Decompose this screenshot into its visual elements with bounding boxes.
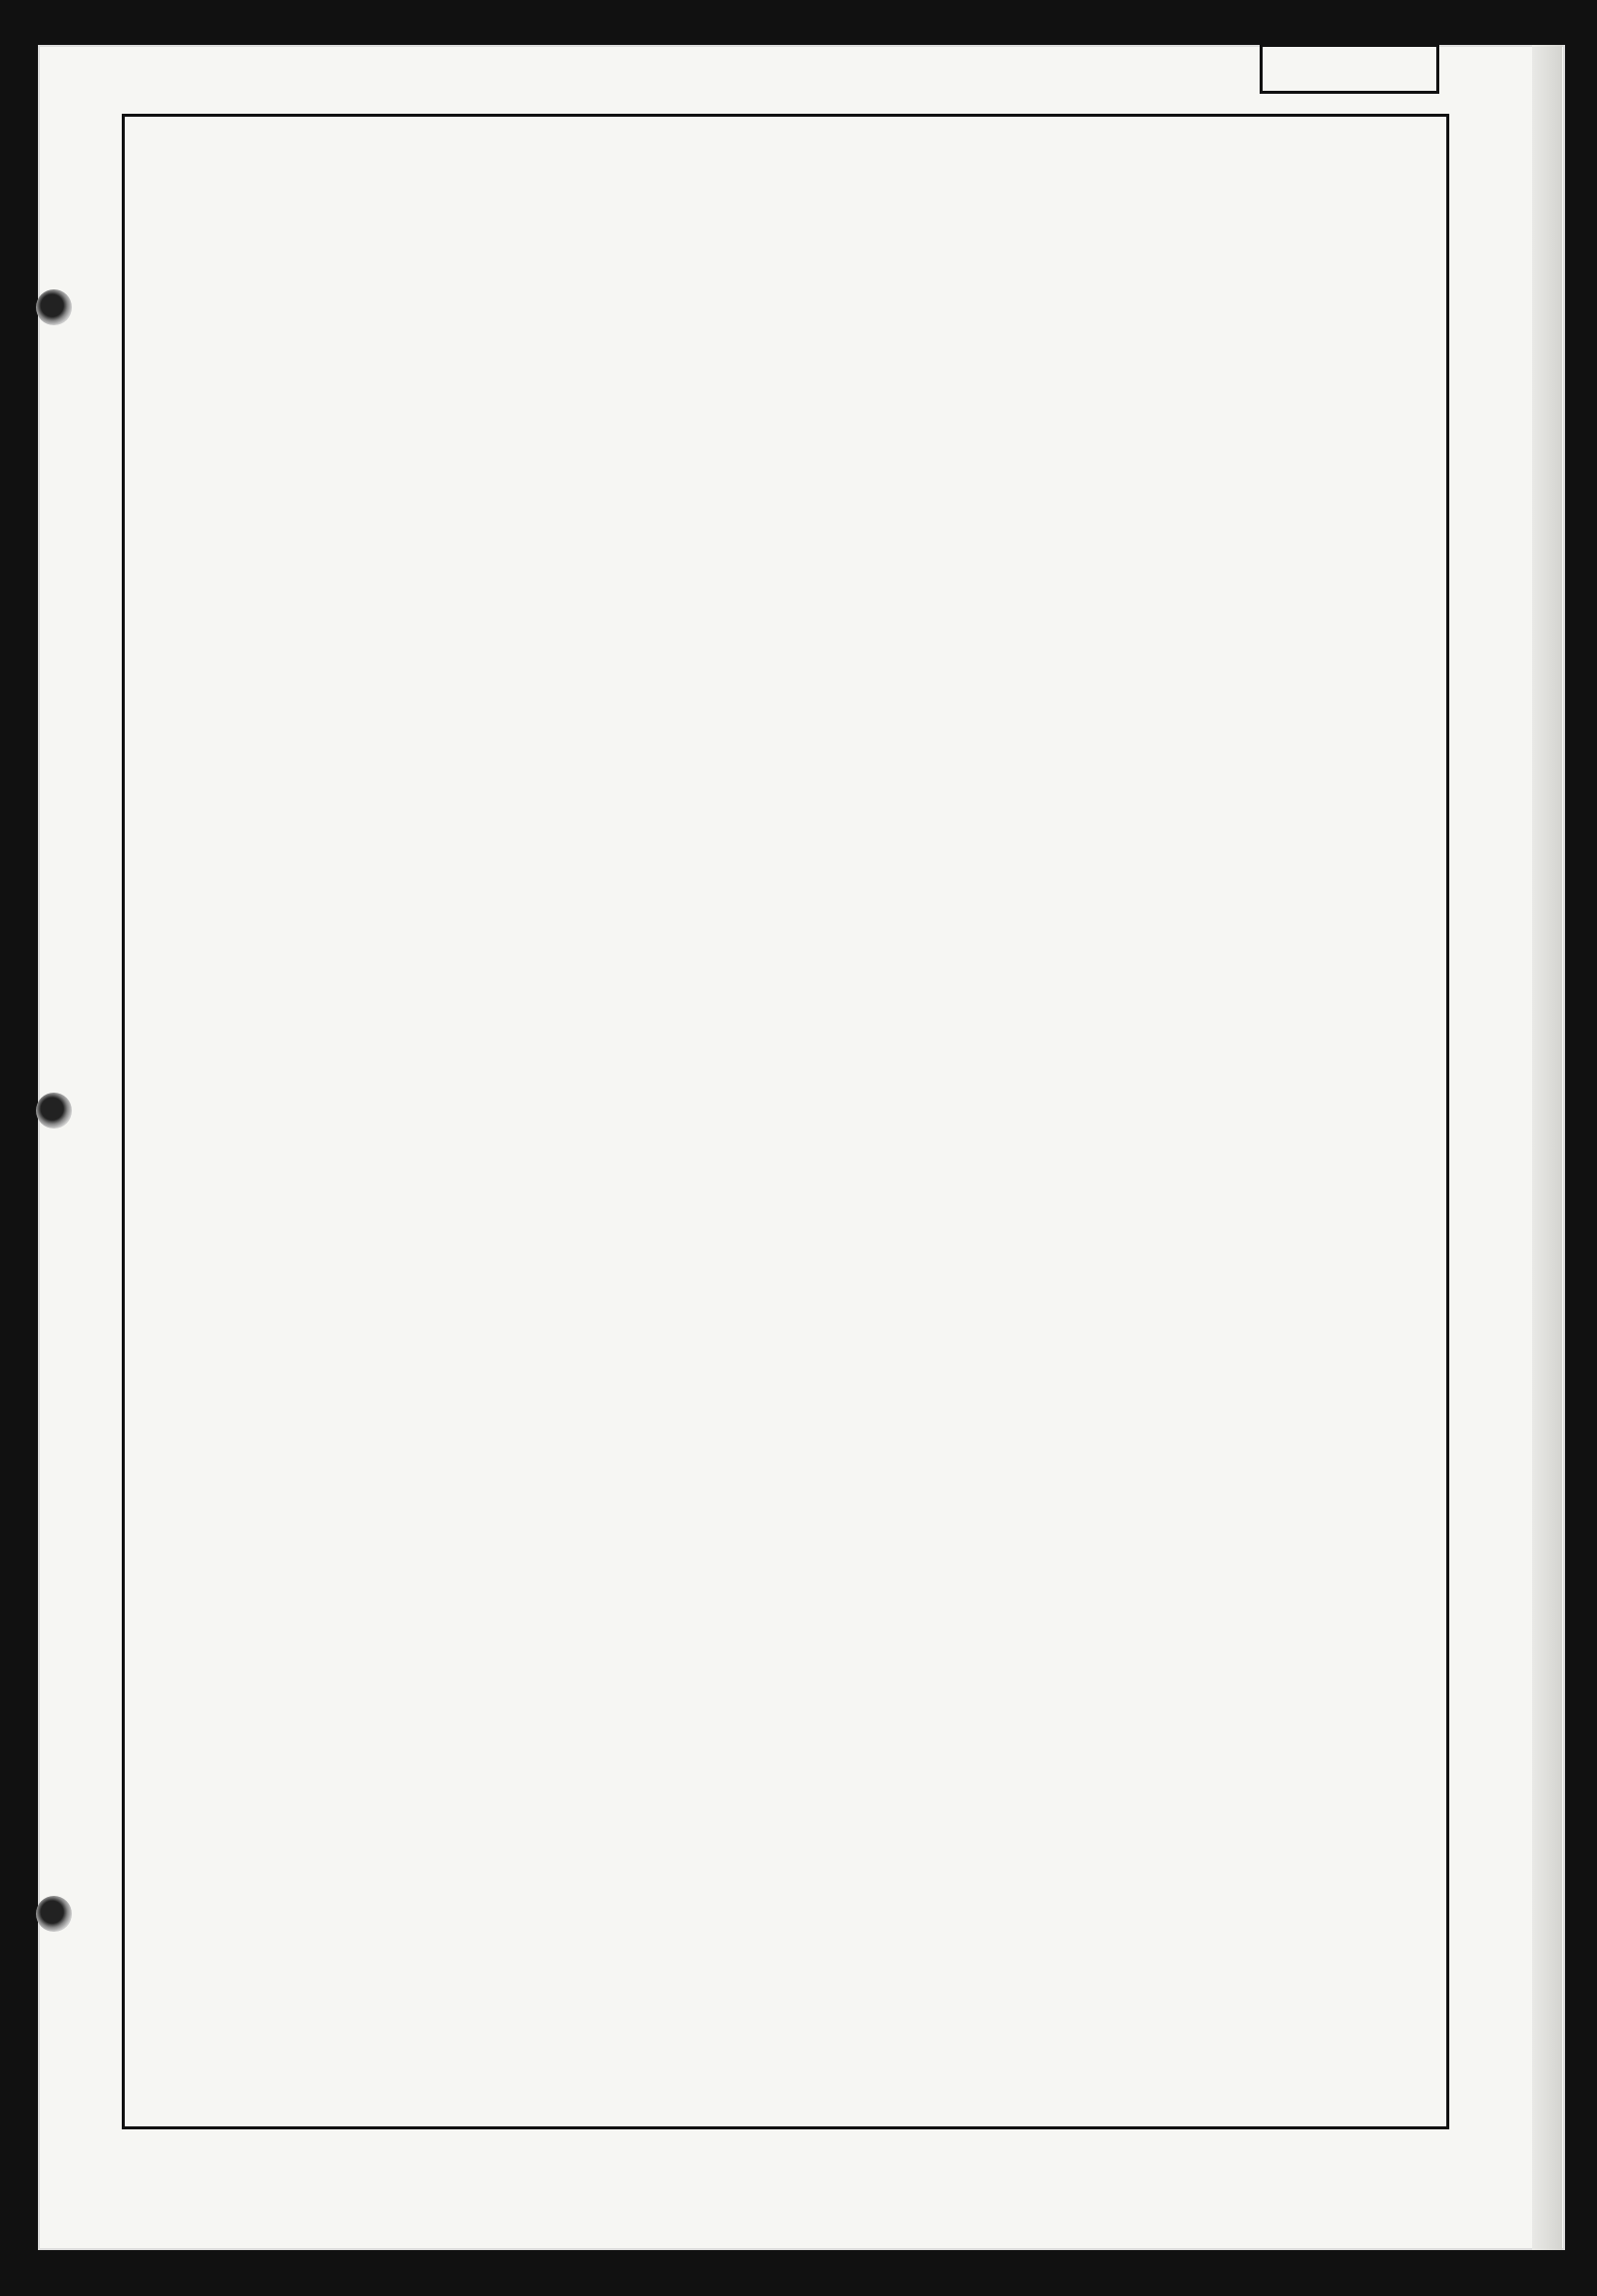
page-code [1260,44,1439,94]
perfin-table [122,114,1449,2129]
page-edge [1532,45,1562,2250]
binder-hole [36,1093,72,1129]
binder-hole [36,289,72,325]
binder-hole [36,1896,72,1932]
